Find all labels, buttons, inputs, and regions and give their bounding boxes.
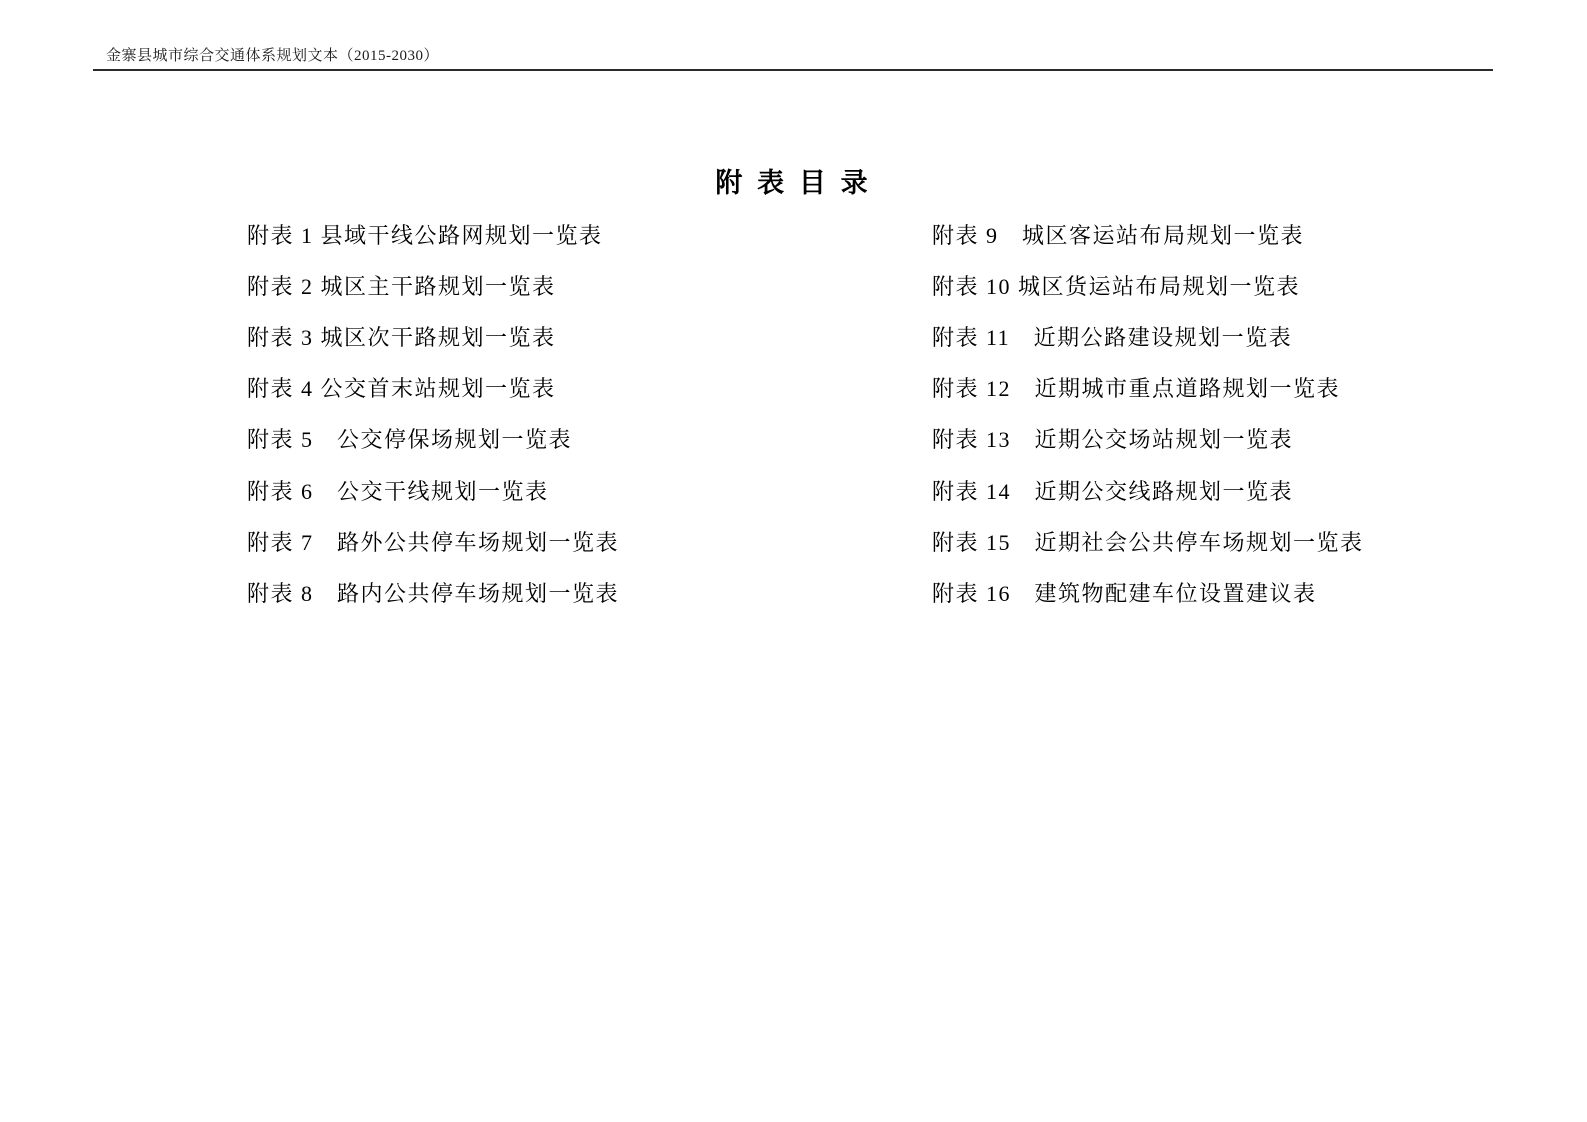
- toc-entry: 附表 1 县域干线公路网规划一览表: [247, 223, 603, 249]
- toc-entry: 附表 14 近期公交线路规划一览表: [932, 478, 1294, 504]
- toc-entry: 附表 6 公交干线规划一览表: [247, 478, 549, 504]
- toc-entry: 附表 16 建筑物配建车位设置建议表: [932, 580, 1317, 606]
- toc-entry: 附表 4 公交首末站规划一览表: [247, 376, 556, 402]
- toc-column-left: [247, 209, 619, 618]
- toc-column-right: [932, 209, 1364, 618]
- toc-entry: 附表 3 城区次干路规划一览表: [247, 325, 556, 351]
- toc-entry: 附表 8 路内公共停车场规划一览表: [247, 580, 620, 606]
- page-header: [93, 0, 1493, 71]
- toc-entry: 附表 15 近期社会公共停车场规划一览表: [932, 529, 1364, 555]
- page-title: 附 表 目 录: [715, 168, 872, 198]
- toc-entry: 附表 11 近期公路建设规划一览表: [932, 325, 1293, 351]
- toc-entry: 附表 10 城区货运站布局规划一览表: [932, 274, 1301, 300]
- header-title: 金寨县城市综合交通体系规划文本（2015-2030）: [106, 48, 439, 64]
- toc-entry: 附表 7 路外公共停车场规划一览表: [247, 529, 620, 555]
- toc-entry: 附表 13 近期公交场站规划一览表: [932, 427, 1294, 453]
- toc-entry: 附表 9 城区客运站布局规划一览表: [932, 223, 1305, 249]
- toc-entry: 附表 12 近期城市重点道路规划一览表: [932, 376, 1341, 402]
- toc-entry: 附表 2 城区主干路规划一览表: [247, 274, 556, 300]
- toc-entry: 附表 5 公交停保场规划一览表: [247, 427, 573, 453]
